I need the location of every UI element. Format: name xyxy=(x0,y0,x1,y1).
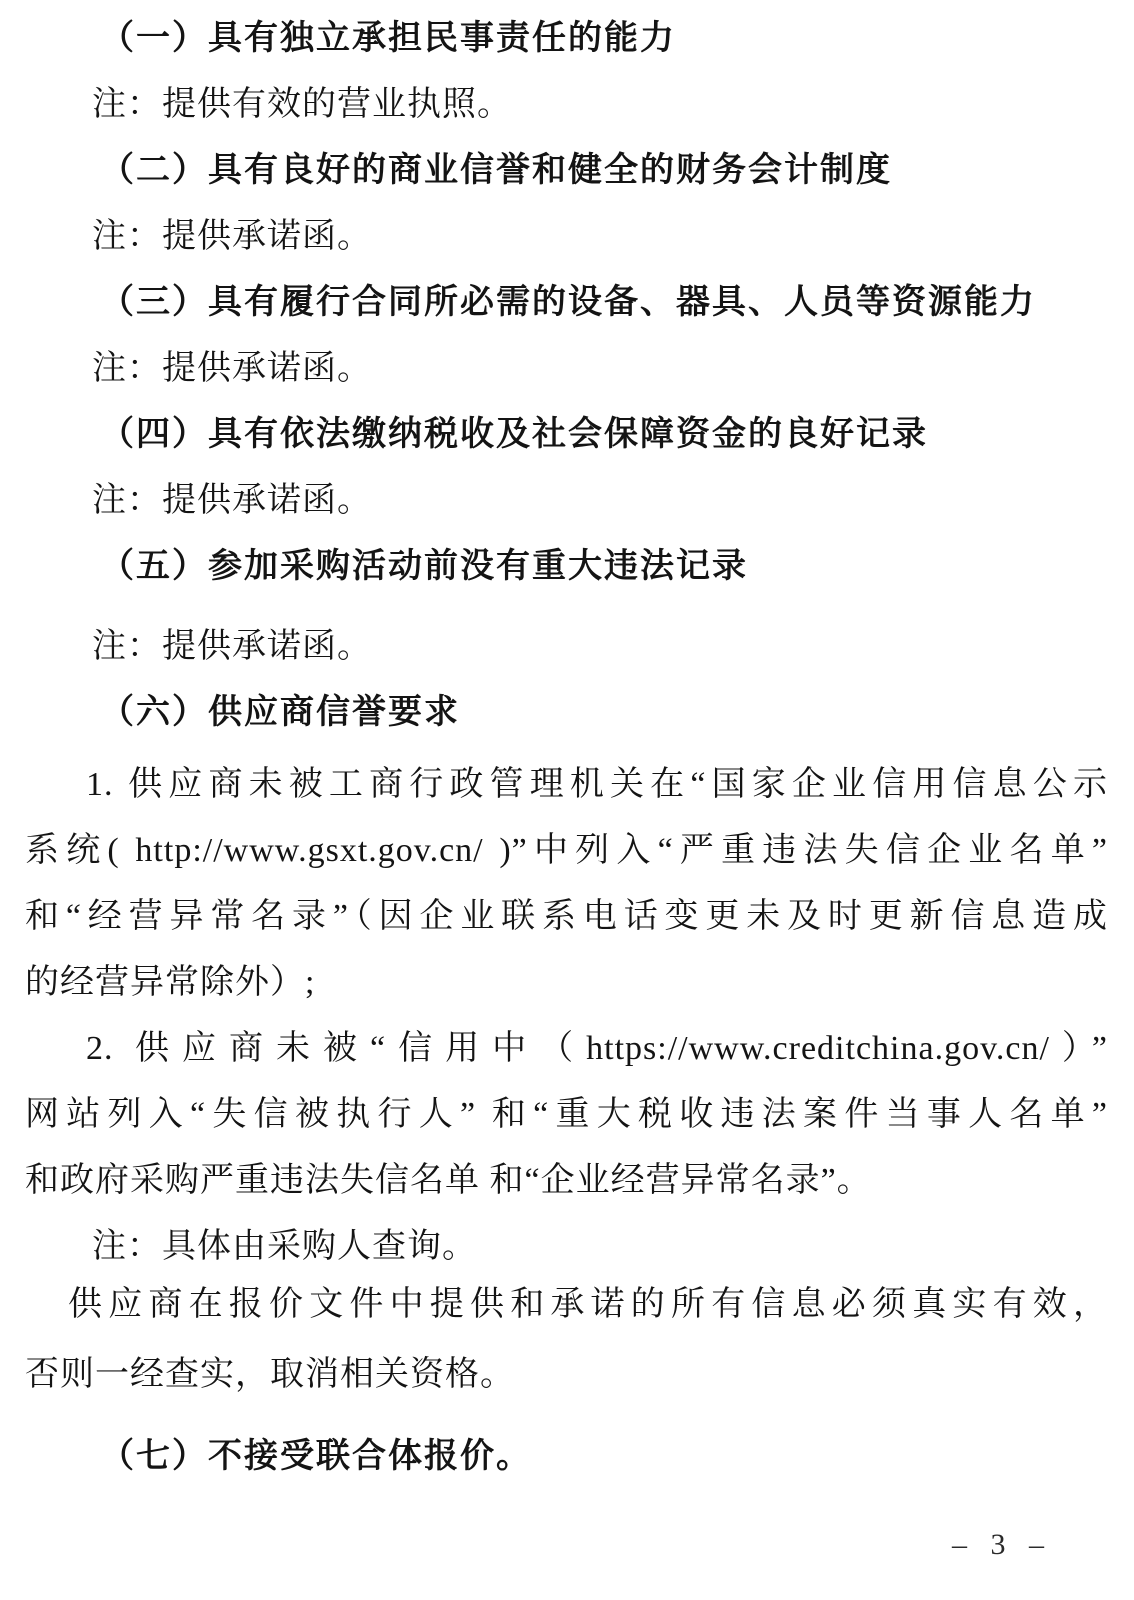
text-line: 系统( http://www.gsxt.gov.cn/ )”中列入“严重违法失信企业名单” xyxy=(25,832,1108,869)
text-line: 否则一经查实，取消相关资格。 xyxy=(25,1356,515,1393)
text-line: （一）具有独立承担民事责任的能力 xyxy=(100,20,676,57)
text-line: （三）具有履行合同所必需的设备、器具、人员等资源能力 xyxy=(100,284,1036,321)
text-line: （二）具有良好的商业信誉和健全的财务会计制度 xyxy=(100,152,892,189)
page-number: – 3 – xyxy=(952,1528,1052,1561)
text-line: 2. 供应商未被“信用中（https://www.creditchina.gov.cn/）” xyxy=(86,1030,1108,1067)
text-line: （六）供应商信誉要求 xyxy=(100,694,460,731)
text-line: 注：具体由采购人查询。 xyxy=(92,1228,477,1265)
text-line: 注：提供承诺函。 xyxy=(92,628,372,665)
text-line: 注：提供承诺函。 xyxy=(92,350,372,387)
document-body xyxy=(0,6,1134,1490)
text-line: 和“经营异常名录”（因企业联系电话变更未及时更新信息造成 xyxy=(25,898,1108,935)
text-line: 的经营异常除外）; xyxy=(25,964,316,1001)
text-line: （七）不接受联合体报价。 xyxy=(100,1438,532,1475)
text-line: 网站列入“失信被执行人” 和“重大税收违法案件当事人名单” xyxy=(25,1096,1108,1133)
text-line: 1. 供应商未被工商行政管理机关在“国家企业信用信息公示 xyxy=(86,766,1108,803)
text-line: （五）参加采购活动前没有重大违法记录 xyxy=(100,548,748,585)
text-line: 注：提供承诺函。 xyxy=(92,218,372,255)
text-line: 供应商在报价文件中提供和承诺的所有信息必须真实有效， xyxy=(68,1286,1108,1323)
text-line: 注：提供承诺函。 xyxy=(92,482,372,519)
text-line: 注：提供有效的营业执照。 xyxy=(92,86,512,123)
text-line: 和政府采购严重违法失信名单 和“企业经营异常名录”。 xyxy=(25,1162,872,1199)
text-line: （四）具有依法缴纳税收及社会保障资金的良好记录 xyxy=(100,416,928,453)
